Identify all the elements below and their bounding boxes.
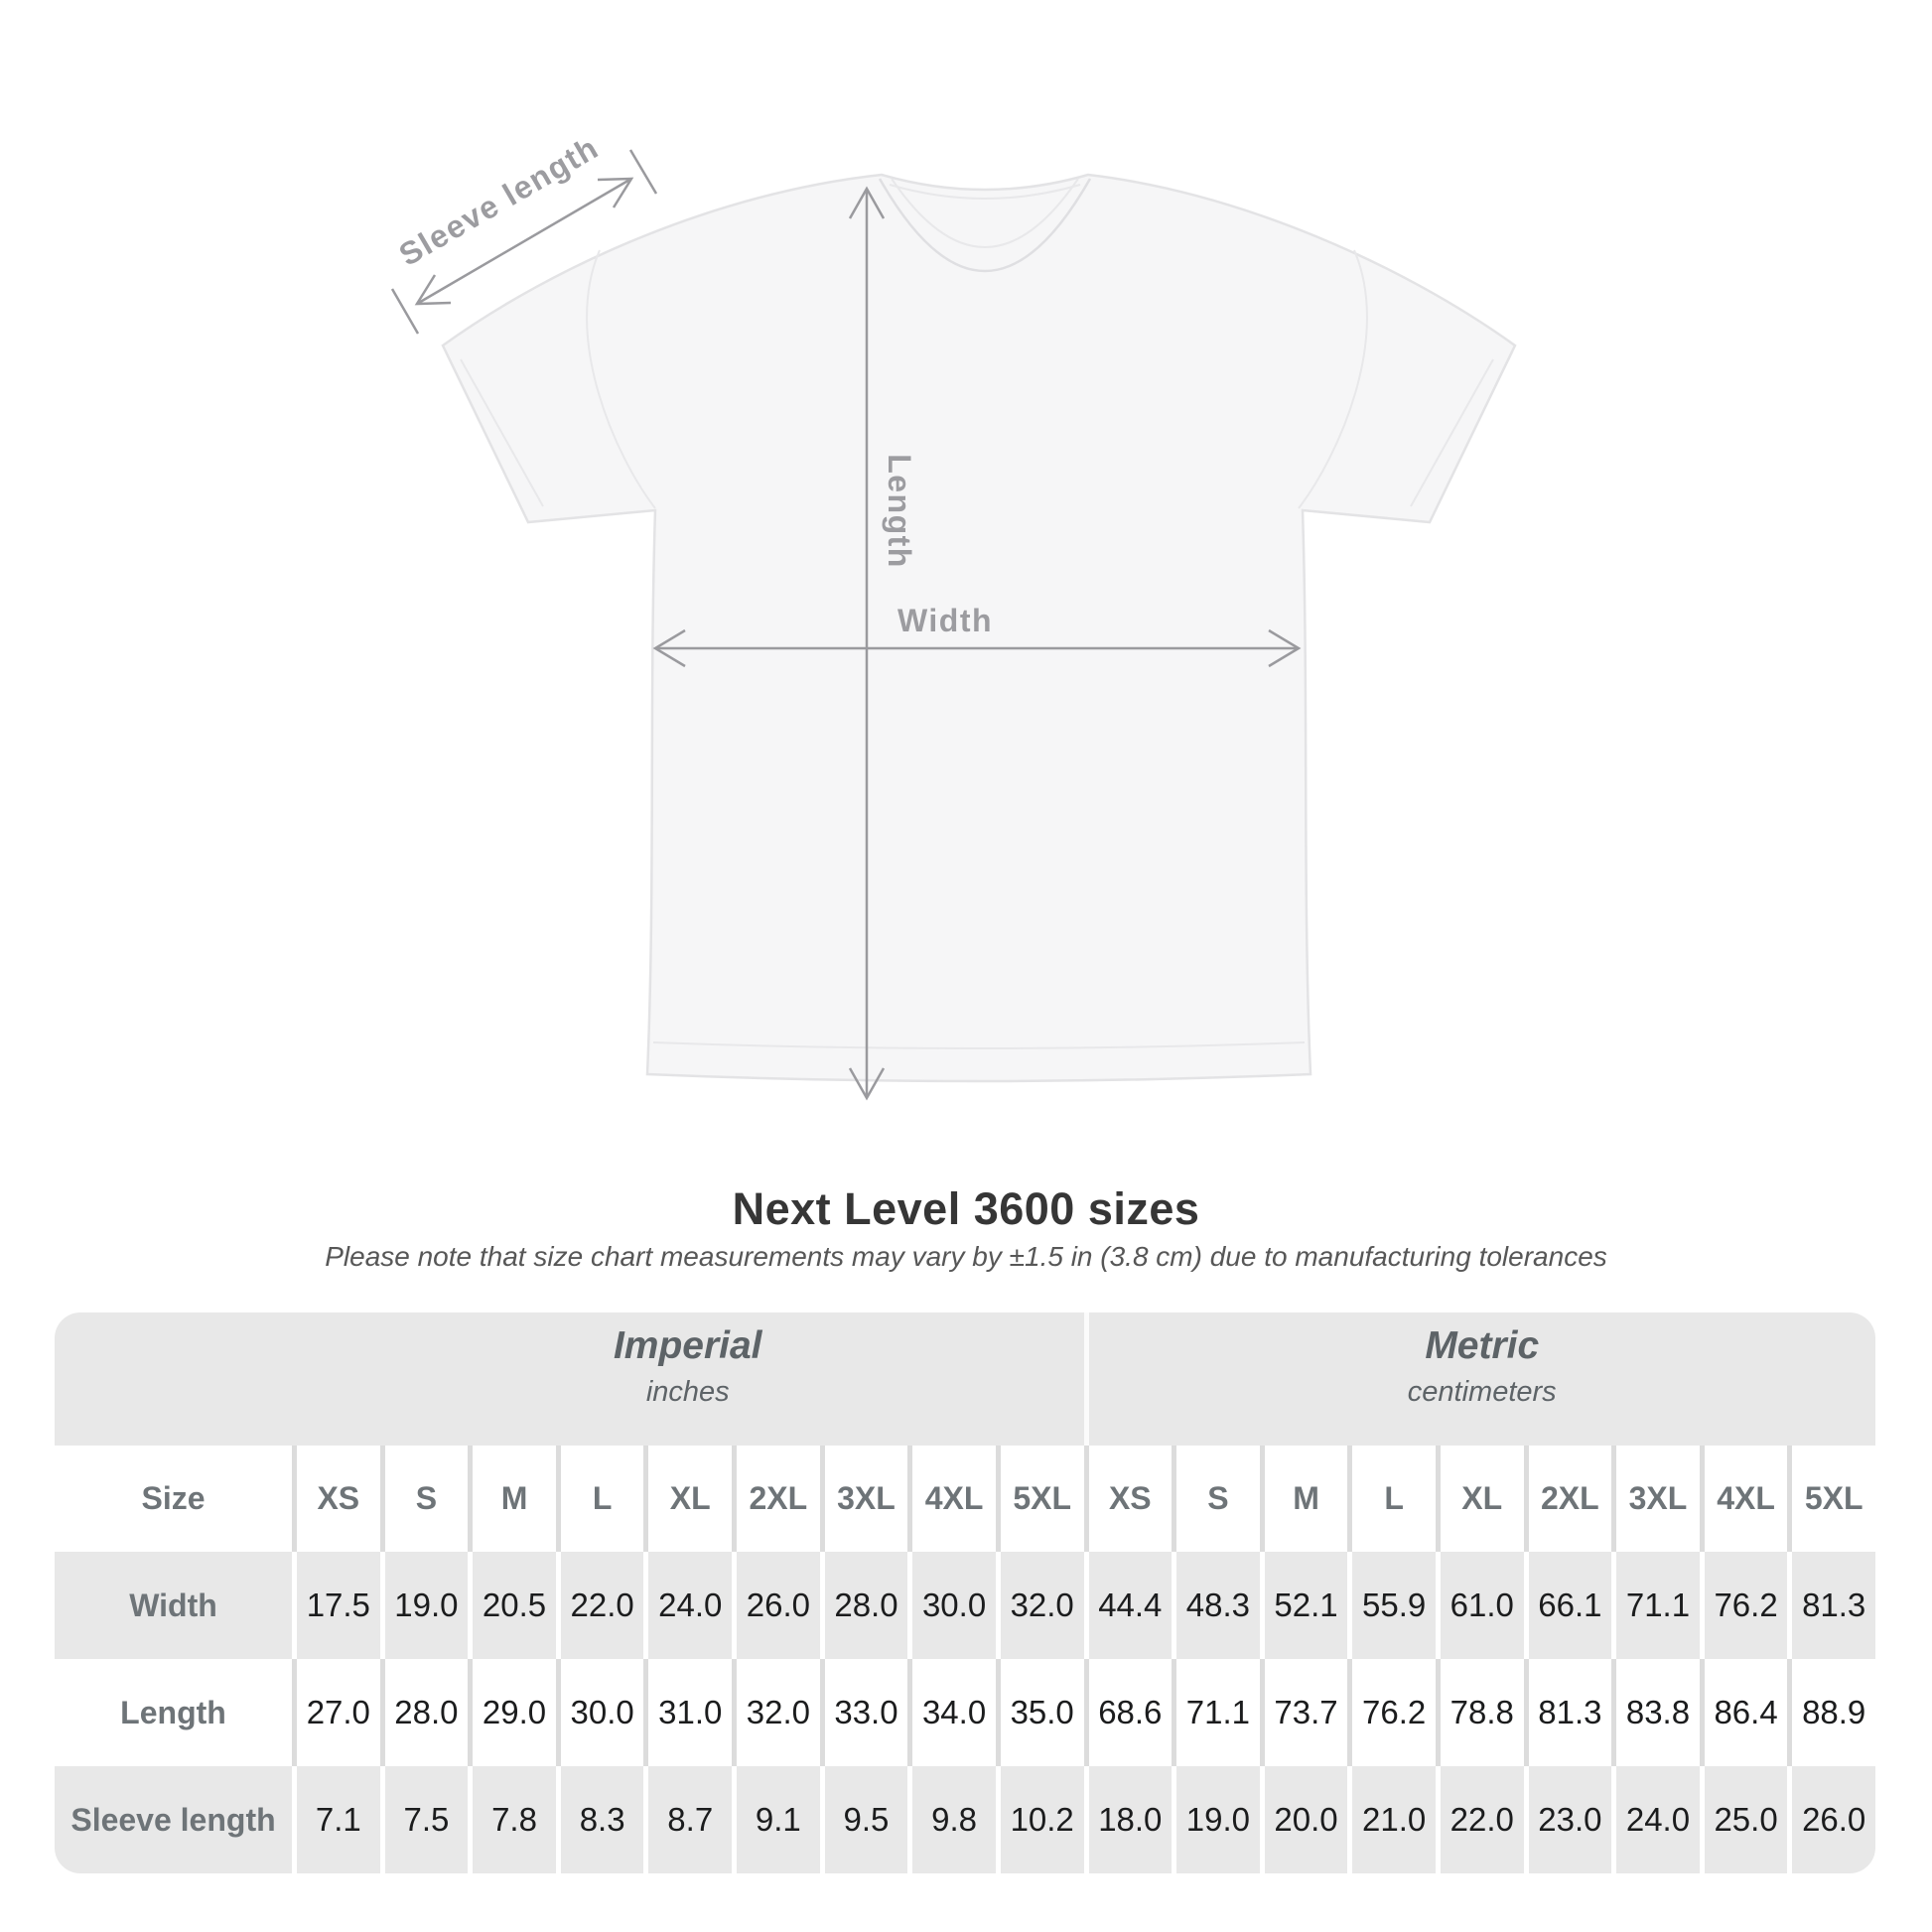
measurement-cell: 20.5 — [468, 1552, 556, 1659]
corner-spacer-cell — [55, 1312, 292, 1446]
measurement-cell: 32.0 — [996, 1552, 1084, 1659]
measurement-cell: 24.0 — [643, 1552, 732, 1659]
measurement-cell: 66.1 — [1524, 1552, 1612, 1659]
measurement-cell: 19.0 — [1172, 1766, 1260, 1873]
measurement-cell: 21.0 — [1347, 1766, 1436, 1873]
size-column-header: Size — [141, 1480, 206, 1516]
size-header-metric-s: S — [1172, 1446, 1260, 1552]
measurement-cell: 24.0 — [1611, 1766, 1700, 1873]
size-header-metric-3xl: 3XL — [1611, 1446, 1700, 1552]
measurement-cell: 44.4 — [1084, 1552, 1173, 1659]
measurement-cell: 7.8 — [468, 1766, 556, 1873]
size-header-metric-xl: XL — [1436, 1446, 1524, 1552]
size-header-metric-2xl: 2XL — [1524, 1446, 1612, 1552]
size-header-imperial-4xl: 4XL — [907, 1446, 996, 1552]
measurement-cell: 83.8 — [1611, 1659, 1700, 1766]
size-header-metric-m: M — [1260, 1446, 1348, 1552]
measurement-row-sleeve-length — [55, 1766, 1875, 1873]
measurement-cell: 31.0 — [643, 1659, 732, 1766]
measurement-cell: 25.0 — [1700, 1766, 1788, 1873]
measurement-cell: 76.2 — [1347, 1659, 1436, 1766]
measurement-cell: 33.0 — [820, 1659, 908, 1766]
sleeve-length-label: Sleeve length — [392, 129, 606, 273]
imperial-group-header — [292, 1312, 1084, 1446]
size-header-imperial-m: M — [468, 1446, 556, 1552]
size-header-metric-xs: XS — [1084, 1446, 1173, 1552]
row-label: Sleeve length — [70, 1801, 276, 1838]
measurement-cell: 7.1 — [292, 1766, 380, 1873]
measurement-cell: 78.8 — [1436, 1659, 1524, 1766]
size-header-imperial-l: L — [556, 1446, 644, 1552]
measurement-cell: 23.0 — [1524, 1766, 1612, 1873]
measurement-cell: 18.0 — [1084, 1766, 1173, 1873]
measurement-cell: 86.4 — [1700, 1659, 1788, 1766]
measurement-cell: 55.9 — [1347, 1552, 1436, 1659]
measurement-cell: 30.0 — [907, 1552, 996, 1659]
size-header-metric-4xl: 4XL — [1700, 1446, 1788, 1552]
measurement-cell: 9.5 — [820, 1766, 908, 1873]
size-header-imperial-3xl: 3XL — [820, 1446, 908, 1552]
measurement-cell: 28.0 — [380, 1659, 469, 1766]
size-header-imperial-2xl: 2XL — [732, 1446, 820, 1552]
measurement-cell: 81.3 — [1524, 1659, 1612, 1766]
size-header-imperial-xs: XS — [292, 1446, 380, 1552]
metric-group-unit: centimeters — [1407, 1375, 1557, 1408]
measurement-cell: 34.0 — [907, 1659, 996, 1766]
page-title: Next Level 3600 sizes — [732, 1183, 1200, 1234]
width-label: Width — [897, 603, 994, 638]
measurement-cell: 68.6 — [1084, 1659, 1173, 1766]
unit-group-header-row — [55, 1312, 1875, 1446]
imperial-group-unit: inches — [645, 1375, 730, 1408]
size-table — [55, 1312, 1875, 1873]
size-header-imperial-5xl: 5XL — [996, 1446, 1084, 1552]
size-tolerance-note: Please note that size chart measurements may vary by ±1.5 in (3.8 cm) due to manufacturing tolerances — [325, 1241, 1607, 1272]
measurement-cell: 71.1 — [1172, 1659, 1260, 1766]
measurement-row-length — [55, 1659, 1875, 1766]
metric-group-name: Metric — [1425, 1323, 1540, 1367]
measurement-cell: 22.0 — [1436, 1766, 1524, 1873]
imperial-group-name: Imperial — [613, 1323, 762, 1367]
measurement-cell: 20.0 — [1260, 1766, 1348, 1873]
measurement-cell: 76.2 — [1700, 1552, 1788, 1659]
measurement-cell: 9.8 — [907, 1766, 996, 1873]
measurement-cell: 29.0 — [468, 1659, 556, 1766]
measurement-cell: 9.1 — [732, 1766, 820, 1873]
measurement-cell: 48.3 — [1172, 1552, 1260, 1659]
measurement-cell: 61.0 — [1436, 1552, 1524, 1659]
measurement-cell: 22.0 — [556, 1552, 644, 1659]
measurement-cell: 19.0 — [380, 1552, 469, 1659]
measurement-cell: 52.1 — [1260, 1552, 1348, 1659]
size-header-row — [55, 1446, 1875, 1552]
size-header-imperial-xl: XL — [643, 1446, 732, 1552]
size-header-metric-5xl: 5XL — [1787, 1446, 1875, 1552]
row-label: Length — [120, 1694, 226, 1730]
measurement-cell: 8.7 — [643, 1766, 732, 1873]
measurement-cell: 81.3 — [1787, 1552, 1875, 1659]
length-label: Length — [882, 454, 917, 569]
size-header-imperial-s: S — [380, 1446, 469, 1552]
measurement-cell: 30.0 — [556, 1659, 644, 1766]
measurement-cell: 35.0 — [996, 1659, 1084, 1766]
measurement-cell: 17.5 — [292, 1552, 380, 1659]
row-label: Width — [129, 1587, 217, 1623]
measurement-cell: 26.0 — [732, 1552, 820, 1659]
measurement-cell: 26.0 — [1787, 1766, 1875, 1873]
measurement-cell: 73.7 — [1260, 1659, 1348, 1766]
measurement-cell: 10.2 — [996, 1766, 1084, 1873]
measurement-cell: 27.0 — [292, 1659, 380, 1766]
measurement-cell: 28.0 — [820, 1552, 908, 1659]
metric-group-header — [1084, 1312, 1876, 1446]
measurement-cell: 7.5 — [380, 1766, 469, 1873]
measurement-cell: 88.9 — [1787, 1659, 1875, 1766]
measurement-cell: 32.0 — [732, 1659, 820, 1766]
measurement-row-width — [55, 1552, 1875, 1659]
size-header-metric-l: L — [1347, 1446, 1436, 1552]
measurement-cell: 71.1 — [1611, 1552, 1700, 1659]
measurement-cell: 8.3 — [556, 1766, 644, 1873]
